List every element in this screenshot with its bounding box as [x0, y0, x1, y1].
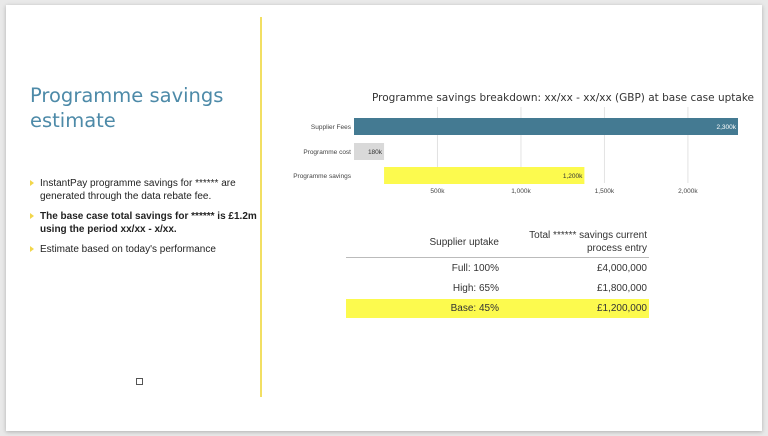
cell-uptake: Full: 100%	[451, 263, 499, 274]
table-row	[346, 279, 649, 298]
bullet-arrow-icon	[30, 213, 34, 219]
data-label: 2,300k	[716, 123, 736, 131]
table-row-highlighted	[346, 299, 649, 318]
x-tick-label: 2,000k	[678, 188, 698, 195]
header-supplier-uptake: Supplier uptake	[429, 237, 499, 248]
cell-savings: £1,800,000	[596, 283, 647, 294]
table-header	[346, 227, 649, 258]
slide-marker-icon	[136, 378, 143, 385]
x-tick-label: 1,500k	[594, 188, 615, 195]
bullet-arrow-icon	[30, 246, 34, 252]
data-label: 1,200k	[562, 172, 583, 180]
bullet-list	[30, 177, 260, 263]
cell-uptake: High: 65%	[452, 283, 499, 294]
bullet-item	[30, 177, 260, 203]
table-row	[346, 259, 649, 278]
cell-savings: £4,000,000	[596, 263, 647, 274]
bullet-item	[30, 243, 260, 256]
category-label: Programme savings	[293, 172, 351, 180]
x-tick-label: 1,000k	[511, 188, 531, 195]
category-label: Supplier Fees	[310, 123, 351, 131]
data-label: 180k	[367, 148, 383, 156]
uptake-table	[346, 227, 649, 318]
cell-uptake: Base: 45%	[450, 303, 499, 314]
bullet-text: InstantPay programme savings for ****** are generated through the data rebate fee.	[40, 178, 236, 202]
savings-bar-chart	[276, 105, 756, 205]
bullet-text: The base case total savings for ****** is £1.2m using the period xx/xx - x/xx.	[40, 211, 257, 235]
cell-savings: £1,200,000	[596, 303, 647, 314]
chart-title: Programme savings breakdown: xx/xx - xx/xx (GBP) at base case uptake	[372, 92, 754, 104]
category-label: Programme cost	[303, 148, 351, 156]
bullet-text: Estimate based on today's performance	[40, 244, 216, 255]
bar	[384, 167, 584, 184]
header-total-savings: Total ****** savings current process entry	[529, 230, 647, 254]
slide	[6, 5, 762, 431]
vertical-divider	[260, 17, 262, 397]
x-tick-label: 500k	[430, 188, 445, 195]
slide-title: Programme savings estimate	[30, 84, 224, 132]
bullet-arrow-icon	[30, 180, 34, 186]
bullet-item	[30, 210, 260, 236]
bar	[354, 118, 738, 135]
